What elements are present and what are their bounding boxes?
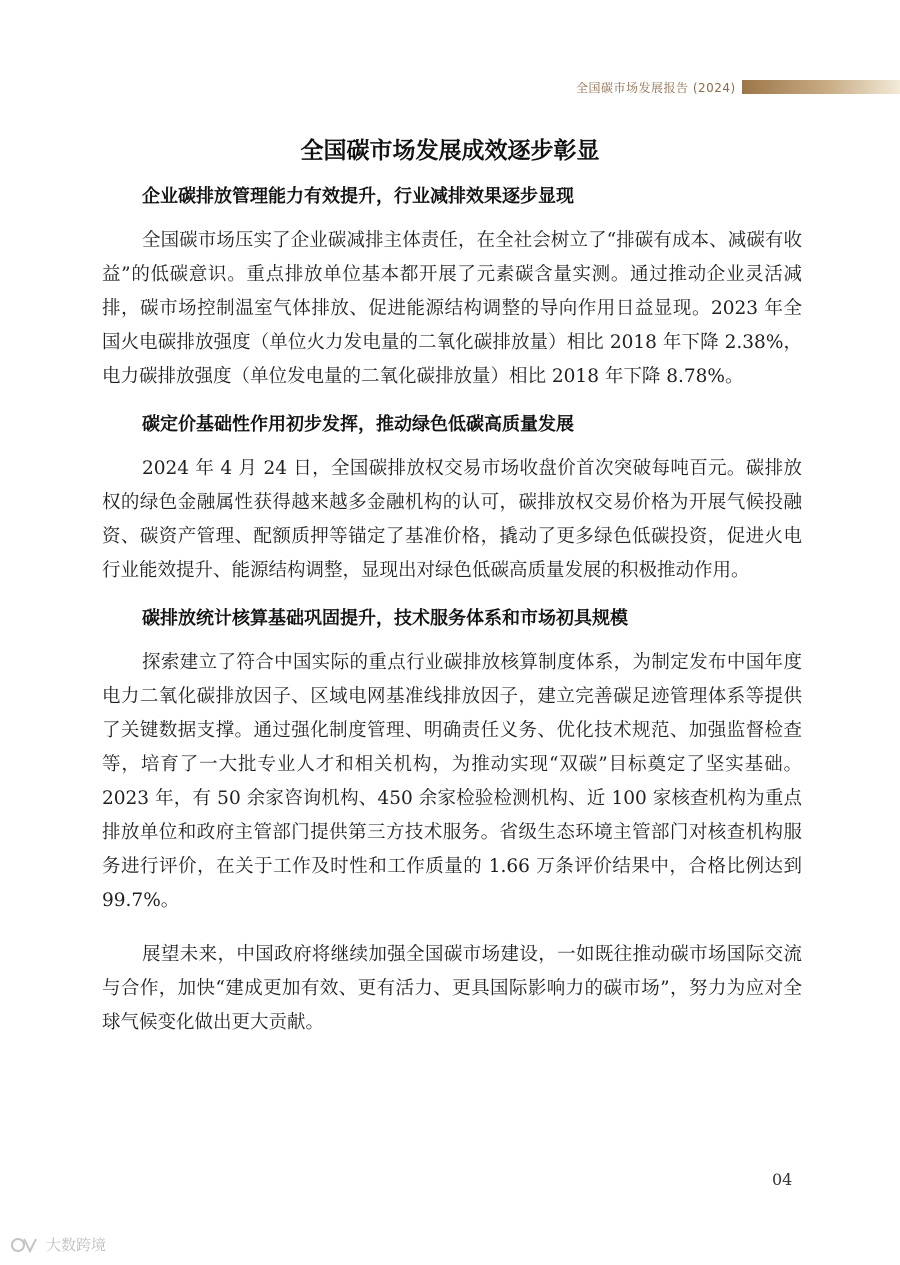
section-heading: 碳定价基础性作用初步发挥，推动绿色低碳高质量发展 — [142, 414, 574, 435]
closing-paragraph: 展望未来，中国政府将继续加强全国碳市场建设，一如既往推动碳市场国际交流与合作，加快“建成更加有效、更有活力、更具国际影响力的碳市场”，努力为应对全球气候变化做出更大贡献。 — [102, 944, 802, 1033]
section-paragraph: 探索建立了符合中国实际的重点行业碳排放核算制度体系，为制定发布中国年度电力二氧化碳排放因子、区域电网基准线排放因子，建立完善碳足迹管理体系等提供了关键数据支撑。通过强化制度管理、明确责任义务、优化技术规范、加强监督检查等，培育了一大批专业人才和相关机构，为推动实现“双碳”目标奠定了坚实基础。2023 年，有 50 余家咨询机构、450 余家检验检测机构、近 100 家核查机构为重点排放单位和政府主管部门提供第三方技术服务。省级生态环境主管部门对核查机构服务进行评价，在关于工作及时性和工作质量的 1.66 万条评价结果中，合格比例达到 99.7%。 — [102, 652, 802, 911]
watermark-text: 大数跨境 — [46, 1236, 107, 1254]
watermark — [10, 1234, 106, 1255]
page-title: 全国碳市场发展成效逐步彰显 — [300, 138, 600, 164]
main-content — [102, 184, 802, 1056]
brand-logo-icon — [10, 1235, 40, 1255]
section-heading: 企业碳排放管理能力有效提升，行业减排效果逐步显现 — [142, 186, 574, 207]
header-report-title: 全国碳市场发展报告 (2024) — [576, 81, 736, 95]
page-number: 04 — [772, 1170, 793, 1189]
section-heading: 碳排放统计核算基础巩固提升，技术服务体系和市场初具规模 — [142, 608, 628, 629]
section-paragraph: 2024 年 4 月 24 日，全国碳排放权交易市场收盘价首次突破每吨百元。碳排放权的绿色金融属性获得越来越多金融机构的认可，碳排放权交易价格为开展气候投融资、碳资产管理、配额质押等锚定了基准价格，撬动了更多绿色低碳投资，促进火电行业能效提升、能源结构调整，显现出对绿色低碳高质量发展的积极推动作用。 — [102, 458, 802, 581]
section-paragraph: 全国碳市场压实了企业碳减排主体责任，在全社会树立了“排碳有成本、减碳有收益”的低碳意识。重点排放单位基本都开展了元素碳含量实测。通过推动企业灵活减排，碳市场控制温室气体排放、促进能源结构调整的导向作用日益显现。2023 年全国火电碳排放强度（单位火力发电量的二氧化碳排放量）相比 2018 年下降 2.38%，电力碳排放强度（单位发电量的二氧化碳排放量）相比 2018 年下降 8.78%。 — [102, 230, 802, 387]
header-accent-bar — [742, 80, 900, 94]
